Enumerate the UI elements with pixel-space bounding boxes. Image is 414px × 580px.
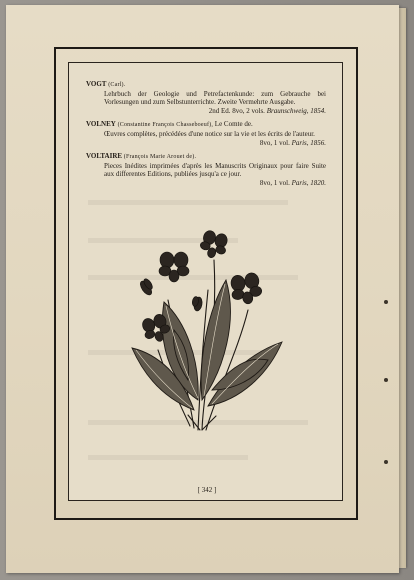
edition-info: 2nd Ed. 8vo, 2 vols. — [208, 106, 265, 115]
author-name: VOLTAIRE — [86, 152, 123, 161]
author-forename: (Constantine François Chasseboeuf), — [117, 122, 214, 129]
place-date: Paris, 1820. — [291, 178, 326, 187]
author-forename: (François Marie Arouet de). — [123, 154, 197, 161]
author-title: Le Comte de. — [214, 120, 253, 129]
edition-info: 8vo, 1 vol. — [259, 138, 290, 147]
catalogue-entries — [86, 80, 326, 193]
place-date: Braunschweig, 1854. — [266, 106, 326, 115]
author-forename: (Carl). — [108, 82, 126, 88]
binding-hole-icon — [384, 460, 388, 464]
place-date: Paris, 1856. — [291, 138, 326, 147]
binding-hole-icon — [384, 300, 388, 304]
page-number: [ 342 ] — [197, 486, 217, 494]
edition-info: 8vo, 1 vol. — [259, 178, 290, 187]
catalogue-entry — [86, 152, 326, 187]
show-through — [88, 200, 288, 205]
show-through — [88, 455, 248, 460]
author-name: VOGT — [86, 80, 107, 88]
binding-hole-icon — [384, 378, 388, 382]
entry-description: Œuvres complètes, précédées d'une notice sur la vie et les écrits de l'auteur. — [104, 129, 315, 138]
entry-description: Pieces Inédites imprimées d'après les Manuscrits Originaux pour faire Suite aux differentes Editions, publiées jusqu'a ce jour. — [104, 161, 326, 179]
entry-description: Lehrbuch der Geologie und Petrefactenkunde: zum Gebrauche bei Vorlesungen und zum Selbstunterrichte. Zweite Vermehrte Ausgabe. — [104, 89, 326, 107]
page-edge — [399, 8, 406, 568]
violet-flower-icon — [128, 230, 284, 436]
author-name: VOLNEY — [86, 120, 116, 129]
catalogue-entry — [86, 120, 326, 147]
catalogue-entry — [86, 80, 326, 115]
